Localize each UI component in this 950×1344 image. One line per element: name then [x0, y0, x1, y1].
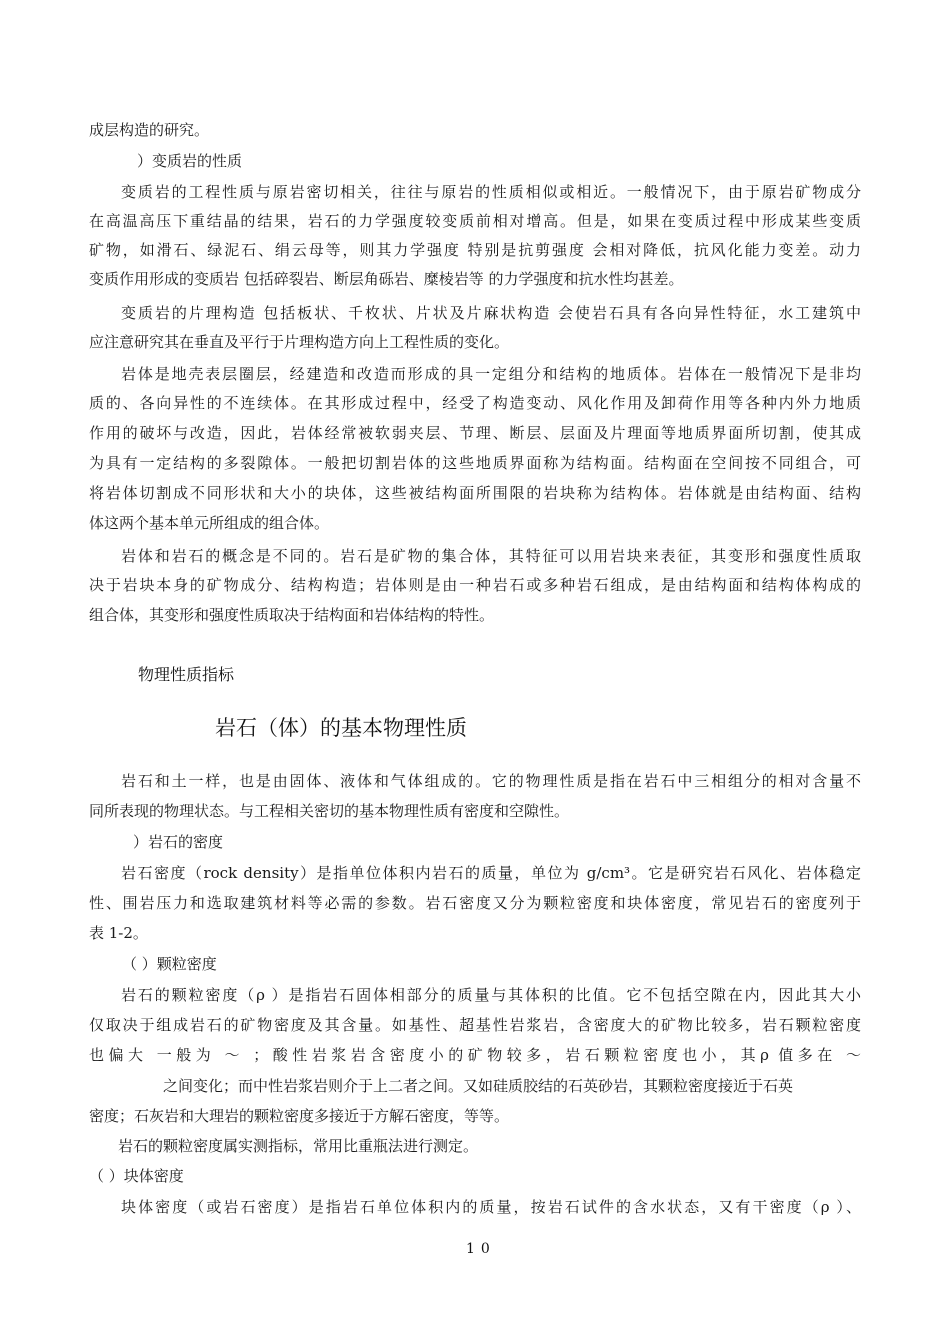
paragraph-line: 决于岩块本身的矿物成分、结构构造；岩体则是由一种岩石或多种岩石组成，是由结构面和结构体构成的 [89, 576, 861, 594]
paragraph-line: 仅取决于组成岩石的矿物密度及其含量。如基性、超基性岩浆岩，含密度大的矿物比较多，岩石颗粒密度 [89, 1016, 861, 1034]
paragraph-line: 也偏大 一般为 ～ ；酸性岩浆岩含密度小的矿物较多，岩石颗粒密度也小，其ρ 值多在 ～ [89, 1046, 861, 1064]
paragraph-line: 作用的破坏与改造，因此，岩体经常被软弱夹层、节理、断层、层面及片理面等地质界面所切割，使其成 [89, 424, 861, 442]
paragraph-line: 变质作用形成的变质岩 包括碎裂岩、断层角砾岩、糜棱岩等 的力学强度和抗水性均甚差。 [89, 270, 684, 288]
subheading-metamorphic-properties: ）变质岩的性质 [137, 152, 243, 170]
paragraph-line: 体这两个基本单元所组成的组合体。 [89, 514, 330, 532]
paragraph-line: 岩石的颗粒密度（ρ ）是指岩石固体相部分的质量与其体积的比值。它不包括空隙在内，因此其大小 [121, 986, 861, 1004]
paragraph-line: 密度；石灰岩和大理岩的颗粒密度多接近于方解石密度，等等。 [89, 1107, 510, 1125]
chapter-title: 岩石（体）的基本物理性质 [215, 716, 467, 740]
subheading-block-density: （ ）块体密度 [89, 1167, 184, 1185]
paragraph-line: 为具有一定结构的多裂隙体。一般把切割岩体的这些地质界面称为结构面。结构面在空间按不同组合，可 [89, 454, 861, 472]
paragraph-line: 将岩体切割成不同形状和大小的块体，这些被结构面所围限的岩块称为结构体。岩体就是由结构面、结构 [89, 484, 861, 502]
paragraph-line: 表 1-2。 [89, 924, 148, 942]
paragraph-line: 组合体，其变形和强度性质取决于结构面和岩体结构的特性。 [89, 606, 495, 624]
paragraph-line: 变质岩的片理构造 包括板状、千枚状、片状及片麻状构造 会使岩石具有各向异性特征，水工建筑中 [121, 304, 861, 322]
paragraph-line: 矿物，如滑石、绿泥石、绢云母等，则其力学强度 特别是抗剪强度 会相对降低，抗风化能力变差。动力 [89, 241, 861, 259]
paragraph-line: 岩石和土一样，也是由固体、液体和气体组成的。它的物理性质是指在岩石中三相组分的相对含量不 [121, 772, 861, 790]
paragraph-line: 在高温高压下重结晶的结果，岩石的力学强度较变质前相对增高。但是，如果在变质过程中形成某些变质 [89, 212, 861, 230]
section-title: 物理性质指标 [138, 665, 235, 684]
paragraph-line: 变质岩的工程性质与原岩密切相关，往往与原岩的性质相似或相近。一般情况下，由于原岩矿物成分 [121, 183, 861, 201]
paragraph-line: 质的、各向异性的不连续体。在其形成过程中，经受了构造变动、风化作用及卸荷作用等各种内外力地质 [89, 394, 861, 412]
paragraph-line: 岩石密度（rock density）是指单位体积内岩石的质量，单位为 g/cm³。它是研究岩石风化、岩体稳定 [121, 864, 861, 882]
subheading-particle-density: （ ）颗粒密度 [122, 955, 217, 973]
paragraph-line: 成层构造的研究。 [89, 121, 210, 139]
paragraph-line: 应注意研究其在垂直及平行于片理构造方向上工程性质的变化。 [89, 333, 510, 351]
page-number: 10 [466, 1241, 496, 1257]
paragraph-line: 块体密度（或岩石密度）是指岩石单位体积内的质量，按岩石试件的含水状态，又有干密度（ρ ）、 [121, 1198, 861, 1216]
paragraph-line: 岩体是地壳表层圈层，经建造和改造而形成的具一定组分和结构的地质体。岩体在一般情况下是非均 [121, 365, 861, 383]
paragraph-line: 岩体和岩石的概念是不同的。岩石是矿物的集合体，其特征可以用岩块来表征，其变形和强度性质取 [121, 547, 861, 565]
subheading-rock-density: ）岩石的密度 [133, 833, 224, 851]
paragraph-line: 之间变化；而中性岩浆岩则介于上二者之间。又如硅质胶结的石英砂岩，其颗粒密度接近于石英 [163, 1077, 794, 1095]
paragraph-line: 性、围岩压力和选取建筑材料等必需的参数。岩石密度又分为颗粒密度和块体密度，常见岩石的密度列于 [89, 894, 861, 912]
paragraph-line: 同所表现的物理状态。与工程相关密切的基本物理性质有密度和空隙性。 [89, 802, 570, 820]
paragraph-line: 岩石的颗粒密度属实测指标，常用比重瓶法进行测定。 [118, 1137, 479, 1155]
